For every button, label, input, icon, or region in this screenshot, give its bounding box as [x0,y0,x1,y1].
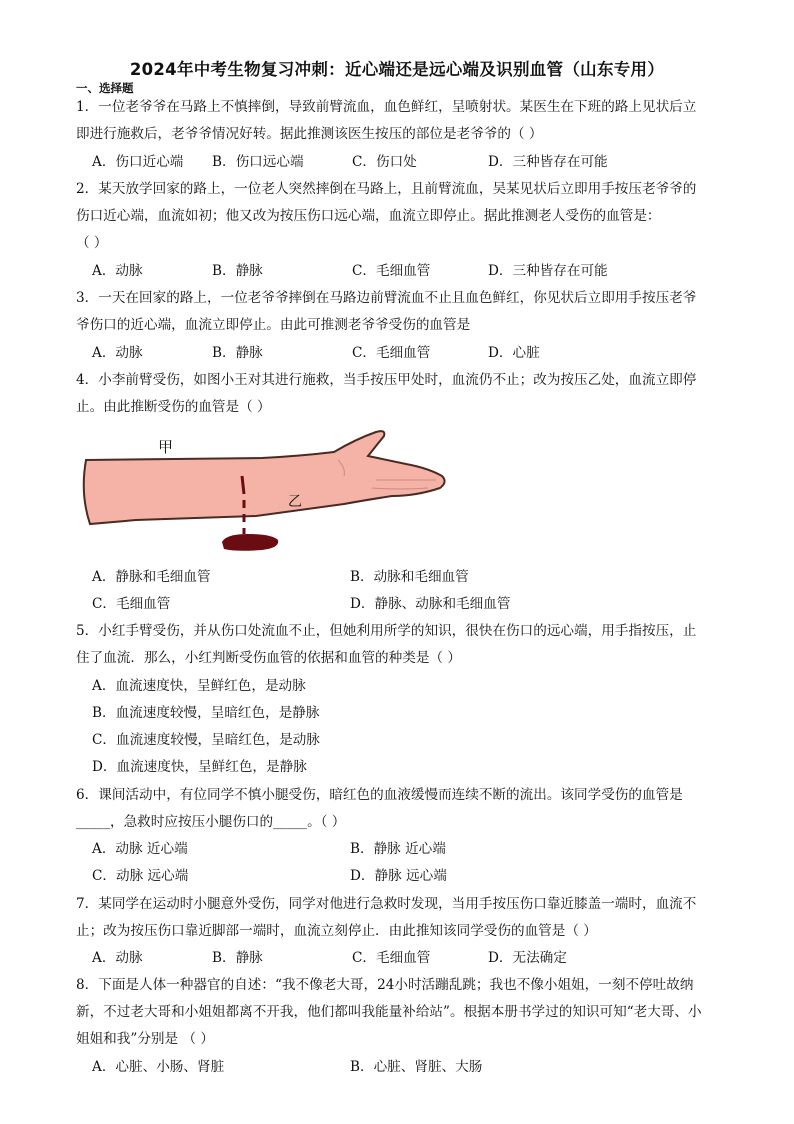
q4-option-d[interactable]: D．静脉、动脉和毛细血管 [350,596,511,612]
label-yi: 乙 [288,494,302,510]
wound-mark [242,476,244,494]
section-heading: 一、选择题 [76,81,134,95]
q2-stem-line2: 伤口近心端，血流如初；他又改为按压伤口远心端，血流立即停止。据此推测老人受伤的血管是： [76,208,661,224]
q5-option-c[interactable]: C．血流速度较慢，呈暗红色，是动脉 [92,732,320,748]
q3-option-b[interactable]: B．静脉 [212,345,263,361]
q3-option-d[interactable]: D．心脏 [488,345,540,361]
arm-shape [84,431,445,524]
q7-option-b[interactable]: B．静脉 [212,950,263,966]
q3-stem-line2: 爷伤口的近心端，血流立即停止。由此可推测老爷爷受伤的血管是 [76,317,471,333]
q6-option-a[interactable]: A．动脉 近心端 [92,841,188,857]
q6-option-b[interactable]: B．静脉 近心端 [350,841,446,857]
q3-option-a[interactable]: A．动脉 [92,345,143,361]
q6-option-c[interactable]: C．动脉 远心端 [92,868,189,884]
blood-pool [222,534,278,551]
q8-stem-line2: 新，不过老大哥和小姐姐都离不开我，他们都叫我能量补给站”。根据本册书学过的知识可知“老大哥、小 [76,1004,702,1020]
q7-stem-line1: 7．某同学在运动时小腿意外受伤，同学对他进行急救时发现，当用手按压伤口靠近膝盖一端时，血流不 [76,896,697,912]
q7-stem-line2: 止；改为按压伤口靠近脚部一端时，血流立刻停止．由此推知该同学受伤的血管是（ ） [76,923,597,939]
q5-option-d[interactable]: D．血流速度快，呈鲜红色，是静脉 [92,759,307,775]
q3-option-c[interactable]: C．毛细血管 [352,345,431,361]
q8-stem-line3: 姐姐和我”分别是 （ ） [76,1031,214,1047]
arm-illustration [76,424,456,554]
q8-option-a[interactable]: A．心脏、小肠、肾脏 [92,1059,225,1075]
q2-option-d[interactable]: D．三种皆存在可能 [488,263,608,279]
q1-stem-line2: 即进行施救后，老爷爷情况好转。据此推测该医生按压的部位是老爷爷的（ ） [76,126,543,142]
q7-option-a[interactable]: A．动脉 [92,950,143,966]
q1-option-c[interactable]: C．伤口处 [352,154,417,170]
q4-option-a[interactable]: A．静脉和毛细血管 [92,569,211,585]
q5-stem-line2: 住了血流．那么，小红判断受伤血管的依据和血管的种类是（ ） [76,650,461,666]
q3-stem-line1: 3．一天在回家的路上，一位老爷爷摔倒在马路边前臂流血不止且血色鲜红，你见状后立即用手按压老爷 [76,290,697,306]
q4-stem-line1: 4．小李前臂受伤，如图小王对其进行施救，当手按压甲处时，血流仍不止；改为按压乙处，血流立即停 [76,372,697,388]
injured-arm-figure [76,424,456,554]
q1-stem-line1: 1．一位老爷爷在马路上不慎摔倒，导致前臂流血，血色鲜红，呈喷射状。某医生在下班的路上见状后立 [76,99,697,115]
q2-stem-line1: 2．某天放学回家的路上，一位老人突然摔倒在马路上，且前臂流血，吴某见状后立即用手按压老爷爷的 [76,181,697,197]
q6-stem-line1: 6．课间活动中，有位同学不慎小腿受伤，暗红色的血液缓慢而连续不断的流出。该同学受伤的血管是 [76,787,683,803]
q6-option-d[interactable]: D．静脉 远心端 [350,868,447,884]
q1-option-d[interactable]: D．三种皆存在可能 [488,154,608,170]
q4-stem-line2: 止。由此推断受伤的血管是（ ） [76,399,271,415]
q5-option-b[interactable]: B．血流速度较慢，呈暗红色，是静脉 [92,705,320,721]
page-title: 2024年中考生物复习冲刺：近心端还是远心端及识别血管（山东专用） [129,60,665,79]
q4-option-c[interactable]: C．毛细血管 [92,596,171,612]
q7-option-d[interactable]: D．无法确定 [488,950,567,966]
q1-option-a[interactable]: A．伤口近心端 [92,154,184,170]
label-jia: 甲 [158,438,174,456]
q2-option-c[interactable]: C．毛细血管 [352,263,431,279]
q5-option-a[interactable]: A．血流速度快，呈鲜红色，是动脉 [92,678,306,694]
q8-stem-line1: 8．下面是人体一种器官的自述：“我不像老大哥，24小时活蹦乱跳；我也不像小姐姐，一刻不停吐故纳 [76,977,694,993]
q4-option-b[interactable]: B．动脉和毛细血管 [350,569,469,585]
q2-stem-line3: （ ） [76,235,108,251]
q1-option-b[interactable]: B．伤口远心端 [212,154,304,170]
q5-stem-line1: 5．小红手臂受伤，并从伤口处流血不止，但她利用所学的知识，很快在伤口的远心端，用手指按压，止 [76,623,697,639]
q2-option-a[interactable]: A．动脉 [92,263,143,279]
q7-option-c[interactable]: C．毛细血管 [352,950,431,966]
q2-option-b[interactable]: B．静脉 [212,263,263,279]
q6-stem-line2: _____，急救时应按压小腿伤口的_____。（ ） [76,814,346,830]
q8-option-b[interactable]: B．心脏、肾脏、大肠 [350,1059,483,1075]
